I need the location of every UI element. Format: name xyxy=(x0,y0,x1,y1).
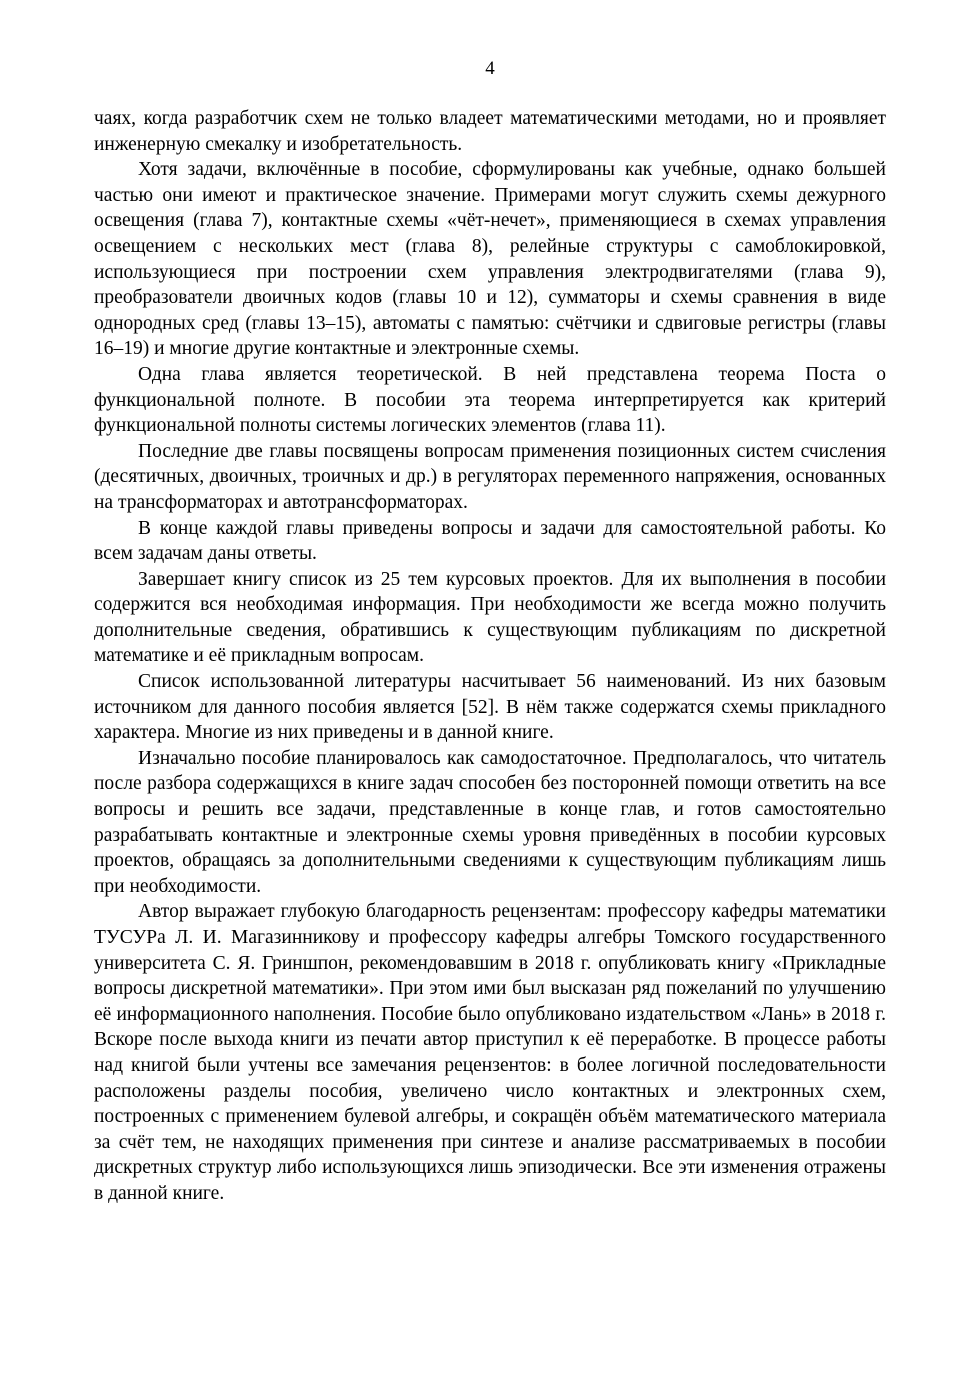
document-page xyxy=(94,56,886,1207)
paragraph-theoretical-chapter: Одна глава является теоретической. В ней представлена теорема Поста о функциональной полноте. В пособии эта теорема интерпретируется как критерий функциональной полноты системы логических элементов (глава 11). xyxy=(94,363,886,437)
paragraph-practical-value: Хотя задачи, включённые в пособие, сформулированы как учебные, однако большей частью они имеют и практическое значение. Примерами могут служить схемы дежурного освещения (глава 7), контактные схемы «чёт-нечет», применяющиеся в схемах управления освещением с нескольких мест (глава 8), релейные структуры с самоблокировкой, использующиеся при построении схем управления электродвигателями (глава 9), преобразователи двоичных кодов (главы 10 и 12), сумматоры и схемы сравнения в виде однородных сред (главы 13–15), автоматы с памятью: счётчики и сдвиговые регистры (главы 16–19) и многие другие контактные и электронные схемы. xyxy=(94,159,886,360)
paragraph-acknowledgements: Автор выражает глубокую благодарность рецензентам: профессору кафедры математики ТУСУРа Л. И. Магазинникову и профессору кафедры алгебры Томского государственного университета С. Я. Гриншпон, рекомендовавшим в 2018 г. опубликовать книгу «Прикладные вопросы дискретной математики». При этом ими был высказан ряд пожеланий по улучшению её информационного наполнения. Пособие было опубликовано издательством «Лань» в 2018 г. Вскоре после выхода книги из печати автор приступил к её переработке. В процессе работы над книгой были учтены все замечания рецензентов: в более логичной последовательности расположены разделы пособия, увеличено число контактных и электронных схем, построенных с применением булевой алгебры, и сокращён объём математического материала за счёт тем, не находящих применения при синтезе и анализе рассматриваемых в пособии дискретных структур либо использующихся лишь эпизодически. Все эти изменения отражены в данной книге. xyxy=(94,901,886,1204)
paragraph-self-sufficiency: Изначально пособие планировалось как самодостаточное. Предполагалось, что читатель после разбора содержащихся в книге задач способен без посторонней помощи ответить на все вопросы и решить все задачи, представленные в конце глав, и готов самостоятельно разрабатывать контактные и электронные схемы уровня приведённых в пособии курсовых проектов, обращаясь за дополнительными сведениями к существующим публикациям лишь при необходимости. xyxy=(94,747,886,897)
page-number: 4 xyxy=(485,58,495,79)
paragraph-continuation: чаях, когда разработчик схем не только владеет математическими методами, но и проявляет инженерную смекалку и изобретательность. xyxy=(94,108,886,155)
paragraph-last-chapters: Последние две главы посвящены вопросам применения позиционных систем счисления (десятичных, двоичных, троичных и др.) в регуляторах переменного напряжения, основанных на трансформаторах и автотрансформаторах. xyxy=(94,440,886,513)
paragraph-bibliography: Список использованной литературы насчитывает 56 наименований. Из них базовым источником для данного пособия является [52]. В нём также содержатся схемы прикладного характера. Многие из них приведены и в данной книге. xyxy=(94,671,886,744)
paragraph-questions: В конце каждой главы приведены вопросы и задачи для самостоятельной работы. Ко всем задачам даны ответы. xyxy=(94,517,886,565)
paragraph-course-projects: Завершает книгу список из 25 тем курсовых проектов. Для их выполнения в пособии содержится вся необходимая информация. При необходимости же всегда можно получить дополнительные сведения, обратившись к существующим публикациям по дискретной математике и её прикладным вопросам. xyxy=(94,568,886,667)
